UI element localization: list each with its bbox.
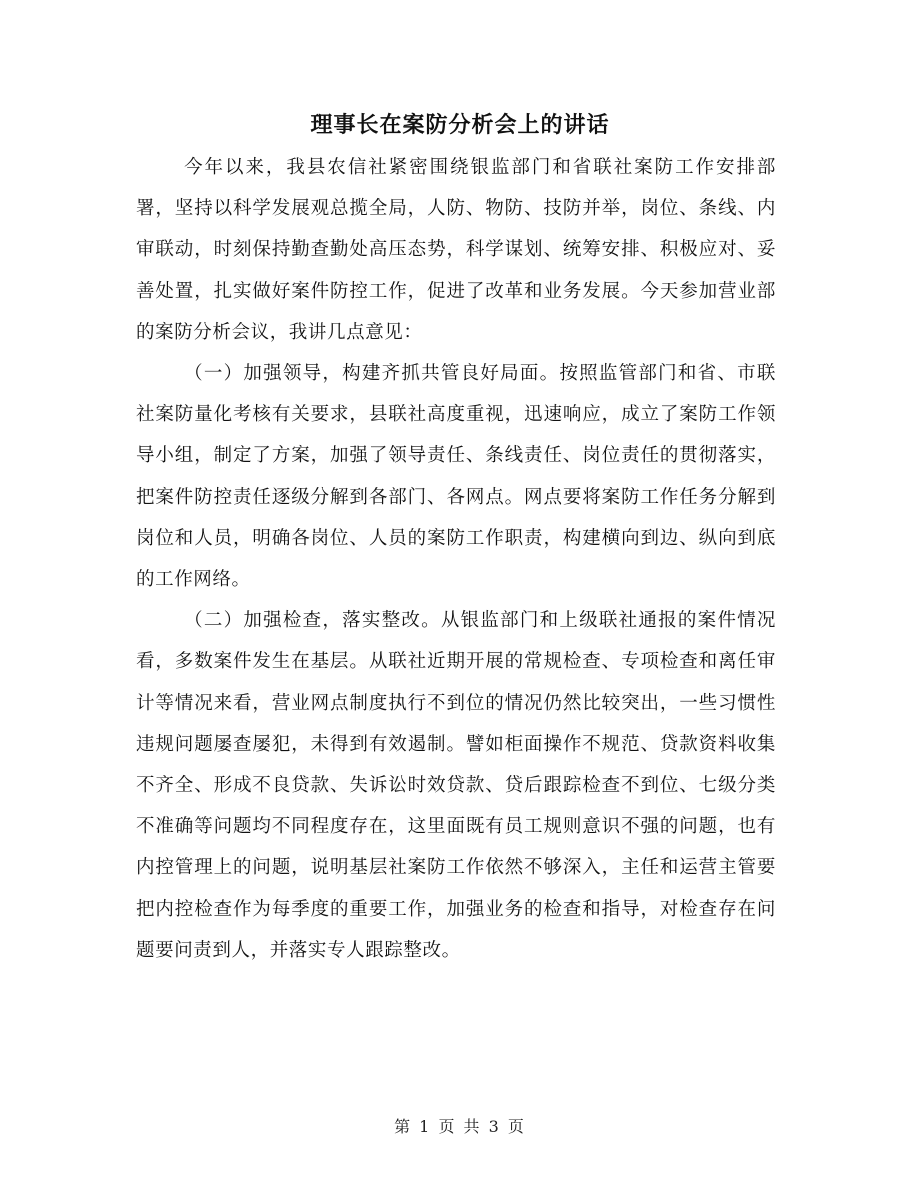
document-body [136,147,776,971]
paragraph-intro: 今年以来，我县农信社紧密围绕银监部门和省联社案防工作安排部署，坚持以科学发展观总揽全局，人防、物防、技防并举，岗位、条线、内审联动，时刻保持勤查勤处高压态势，科学谋划、统筹安排、积极应对、妥善处置，扎实做好案件防控工作，促进了改革和业务发展。今天参加营业部的案防分析会议，我讲几点意见： [136,157,776,343]
document-title: 理事长在案防分析会上的讲话 [310,112,610,138]
paragraph-section-2: （二）加强检查，落实整改。从银监部门和上级联社通报的案件情况看，多数案件发生在基层。从联社近期开展的常规检查、专项检查和离任审计等情况来看，营业网点制度执行不到位的情况仍然比较突出，一些习惯性违规问题屡查屡犯，未得到有效遏制。譬如柜面操作不规范、贷款资料收集不齐全、形成不良贷款、失诉讼时效贷款、贷后跟踪检查不到位、七级分类不准确等问题均不同程度存在，这里面既有员工规则意识不强的问题，也有内控管理上的问题，说明基层社案防工作依然不够深入，主任和运营主管要把内控检查作为每季度的重要工作，加强业务的检查和指导，对检查存在问题要问责到人，并落实专人跟踪整改。 [136,610,776,961]
page-footer [0,1114,920,1137]
paragraph-section-1: （一）加强领导，构建齐抓共管良好局面。按照监管部门和省、市联社案防量化考核有关要求，县联社高度重视，迅速响应，成立了案防工作领导小组，制定了方案，加强了领导责任、条线责任、岗位责任的贯彻落实，把案件防控责任逐级分解到各部门、各网点。网点要将案防工作任务分解到岗位和人员，明确各岗位、人员的案防工作职责，构建横向到边、纵向到底的工作网络。 [136,363,776,591]
page-number-label: 第 1 页 共 3 页 [394,1117,526,1136]
